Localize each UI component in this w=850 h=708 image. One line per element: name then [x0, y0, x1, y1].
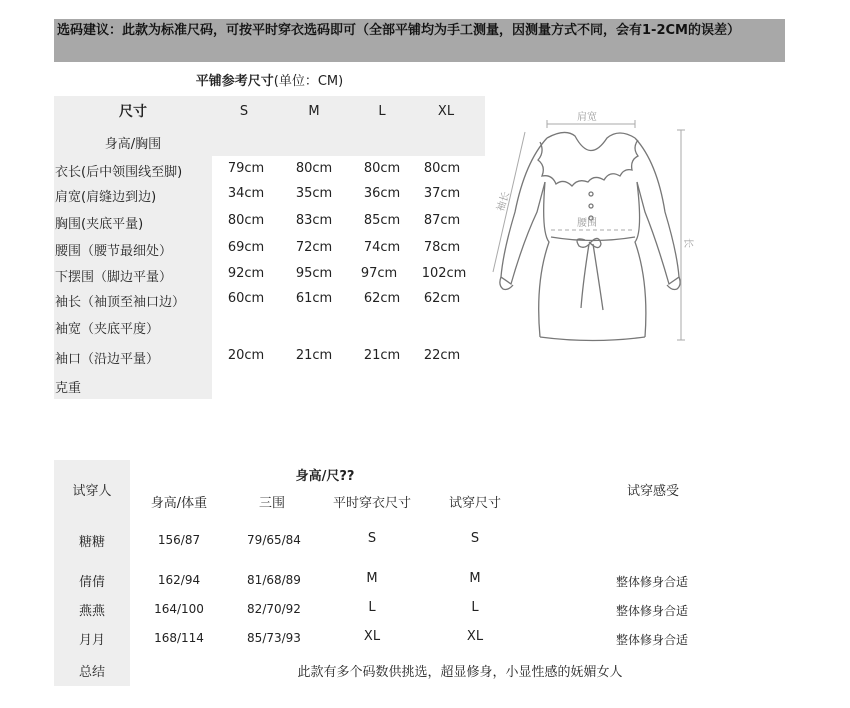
size-cell: 62cm	[423, 291, 461, 306]
size-col-l: L	[378, 104, 386, 119]
dress-measurement-sketch	[485, 102, 705, 352]
col-measurements-header: 三围	[258, 496, 285, 511]
size-cell: 97cm	[360, 266, 398, 281]
size-cell: 69cm	[227, 240, 265, 255]
size-table-title-main: 平铺参考尺寸	[195, 74, 274, 89]
size-cell: 60cm	[227, 291, 265, 306]
size-header-label: 尺寸	[119, 104, 147, 120]
size-cell: 102cm	[421, 266, 467, 281]
size-cell: 20cm	[227, 348, 265, 363]
size-advice-banner	[54, 19, 785, 62]
tester-measurements: 79/65/84	[247, 533, 301, 547]
size-cell: 34cm	[227, 186, 265, 201]
tester-try-size: L	[471, 600, 479, 615]
size-row-label: 袖宽（夹底平度）	[55, 322, 160, 337]
size-cell: 36cm	[363, 186, 401, 201]
size-cell: 22cm	[423, 348, 461, 363]
size-row-label: 腰围（腰节最细处）	[55, 244, 173, 259]
size-col-xl: XL	[437, 104, 455, 119]
size-col-s: S	[239, 104, 249, 119]
tester-height-weight: 164/100	[154, 602, 204, 616]
group-header: 身高/尺??	[295, 469, 355, 484]
col-feeling-header: 试穿感受	[626, 484, 679, 499]
summary-text: 此款有多个码数供挑选，超显修身，小显性感的妩媚女人	[297, 665, 623, 680]
tester-usual-size: L	[368, 600, 376, 615]
tester-usual-size: M	[366, 571, 378, 586]
tester-height-weight: 156/87	[157, 533, 201, 547]
col-tester-header: 试穿人	[72, 484, 112, 499]
col-height-weight-header: 身高/体重	[150, 496, 208, 511]
tester-usual-size: S	[367, 531, 377, 546]
tester-name: 倩倩	[78, 575, 105, 590]
dress-sleeve-label: 袖长	[495, 190, 513, 213]
size-row-label: 克重	[55, 381, 82, 396]
size-row-label: 肩宽(肩缝边到边)	[55, 190, 157, 205]
tester-name: 燕燕	[78, 604, 105, 619]
size-cell: 80cm	[227, 213, 265, 228]
tester-height-weight: 162/94	[157, 573, 201, 587]
tester-try-size: M	[469, 571, 481, 586]
size-cell: 72cm	[295, 240, 333, 255]
size-cell: 95cm	[295, 266, 333, 281]
size-cell: 35cm	[295, 186, 333, 201]
size-row-label: 衣长(后中领围线至脚)	[55, 165, 183, 180]
size-cell: 92cm	[227, 266, 265, 281]
size-row-label: 袖口（沿边平量）	[55, 352, 160, 367]
tester-feeling: 整体修身合适	[615, 633, 688, 647]
size-cell: 80cm	[423, 161, 461, 176]
size-table-unit: (单位：CM)	[273, 74, 344, 89]
size-subheader-label: 身高/胸围	[104, 137, 162, 152]
tester-name: 糖糖	[78, 535, 105, 550]
size-cell: 85cm	[363, 213, 401, 228]
size-cell: 61cm	[295, 291, 333, 306]
size-cell: 80cm	[295, 161, 333, 176]
size-cell: 62cm	[363, 291, 401, 306]
tester-try-size: XL	[466, 629, 484, 644]
size-cell: 80cm	[363, 161, 401, 176]
tester-measurements: 82/70/92	[247, 602, 301, 616]
tester-measurements: 85/73/93	[247, 631, 301, 645]
size-row-label: 胸围(夹底平量)	[55, 217, 144, 232]
size-cell: 74cm	[363, 240, 401, 255]
tester-try-size: S	[470, 531, 480, 546]
tester-height-weight: 168/114	[154, 631, 204, 645]
dress-length-label: 长	[682, 238, 693, 248]
size-cell: 79cm	[227, 161, 265, 176]
col-usual-size-header: 平时穿衣尺寸	[332, 496, 411, 511]
dress-waist-label: 腰围	[577, 218, 597, 229]
tester-feeling: 整体修身合适	[615, 575, 688, 589]
size-advice-text: 选码建议：此款为标准尺码，可按平时穿衣选码即可（全部平铺均为手工测量，因测量方式不同，会有1-2CM的误差）	[57, 23, 740, 38]
col-try-size-header: 试穿尺寸	[448, 496, 501, 511]
size-cell: 78cm	[423, 240, 461, 255]
size-col-m: M	[308, 104, 320, 119]
tester-measurements: 81/68/89	[247, 573, 301, 587]
size-table-title	[54, 70, 485, 89]
size-cell: 37cm	[423, 186, 461, 201]
size-cell: 83cm	[295, 213, 333, 228]
summary-label: 总结	[78, 665, 105, 680]
dress-shoulder-label: 肩宽	[577, 112, 597, 123]
size-row-label: 下摆围（脚边平量）	[55, 270, 173, 285]
tester-feeling: 整体修身合适	[615, 604, 688, 618]
tester-name: 月月	[78, 633, 105, 648]
size-cell: 87cm	[423, 213, 461, 228]
size-cell: 21cm	[363, 348, 401, 363]
size-row-label: 袖长（袖顶至袖口边）	[55, 295, 186, 310]
size-cell: 21cm	[295, 348, 333, 363]
tester-usual-size: XL	[363, 629, 381, 644]
